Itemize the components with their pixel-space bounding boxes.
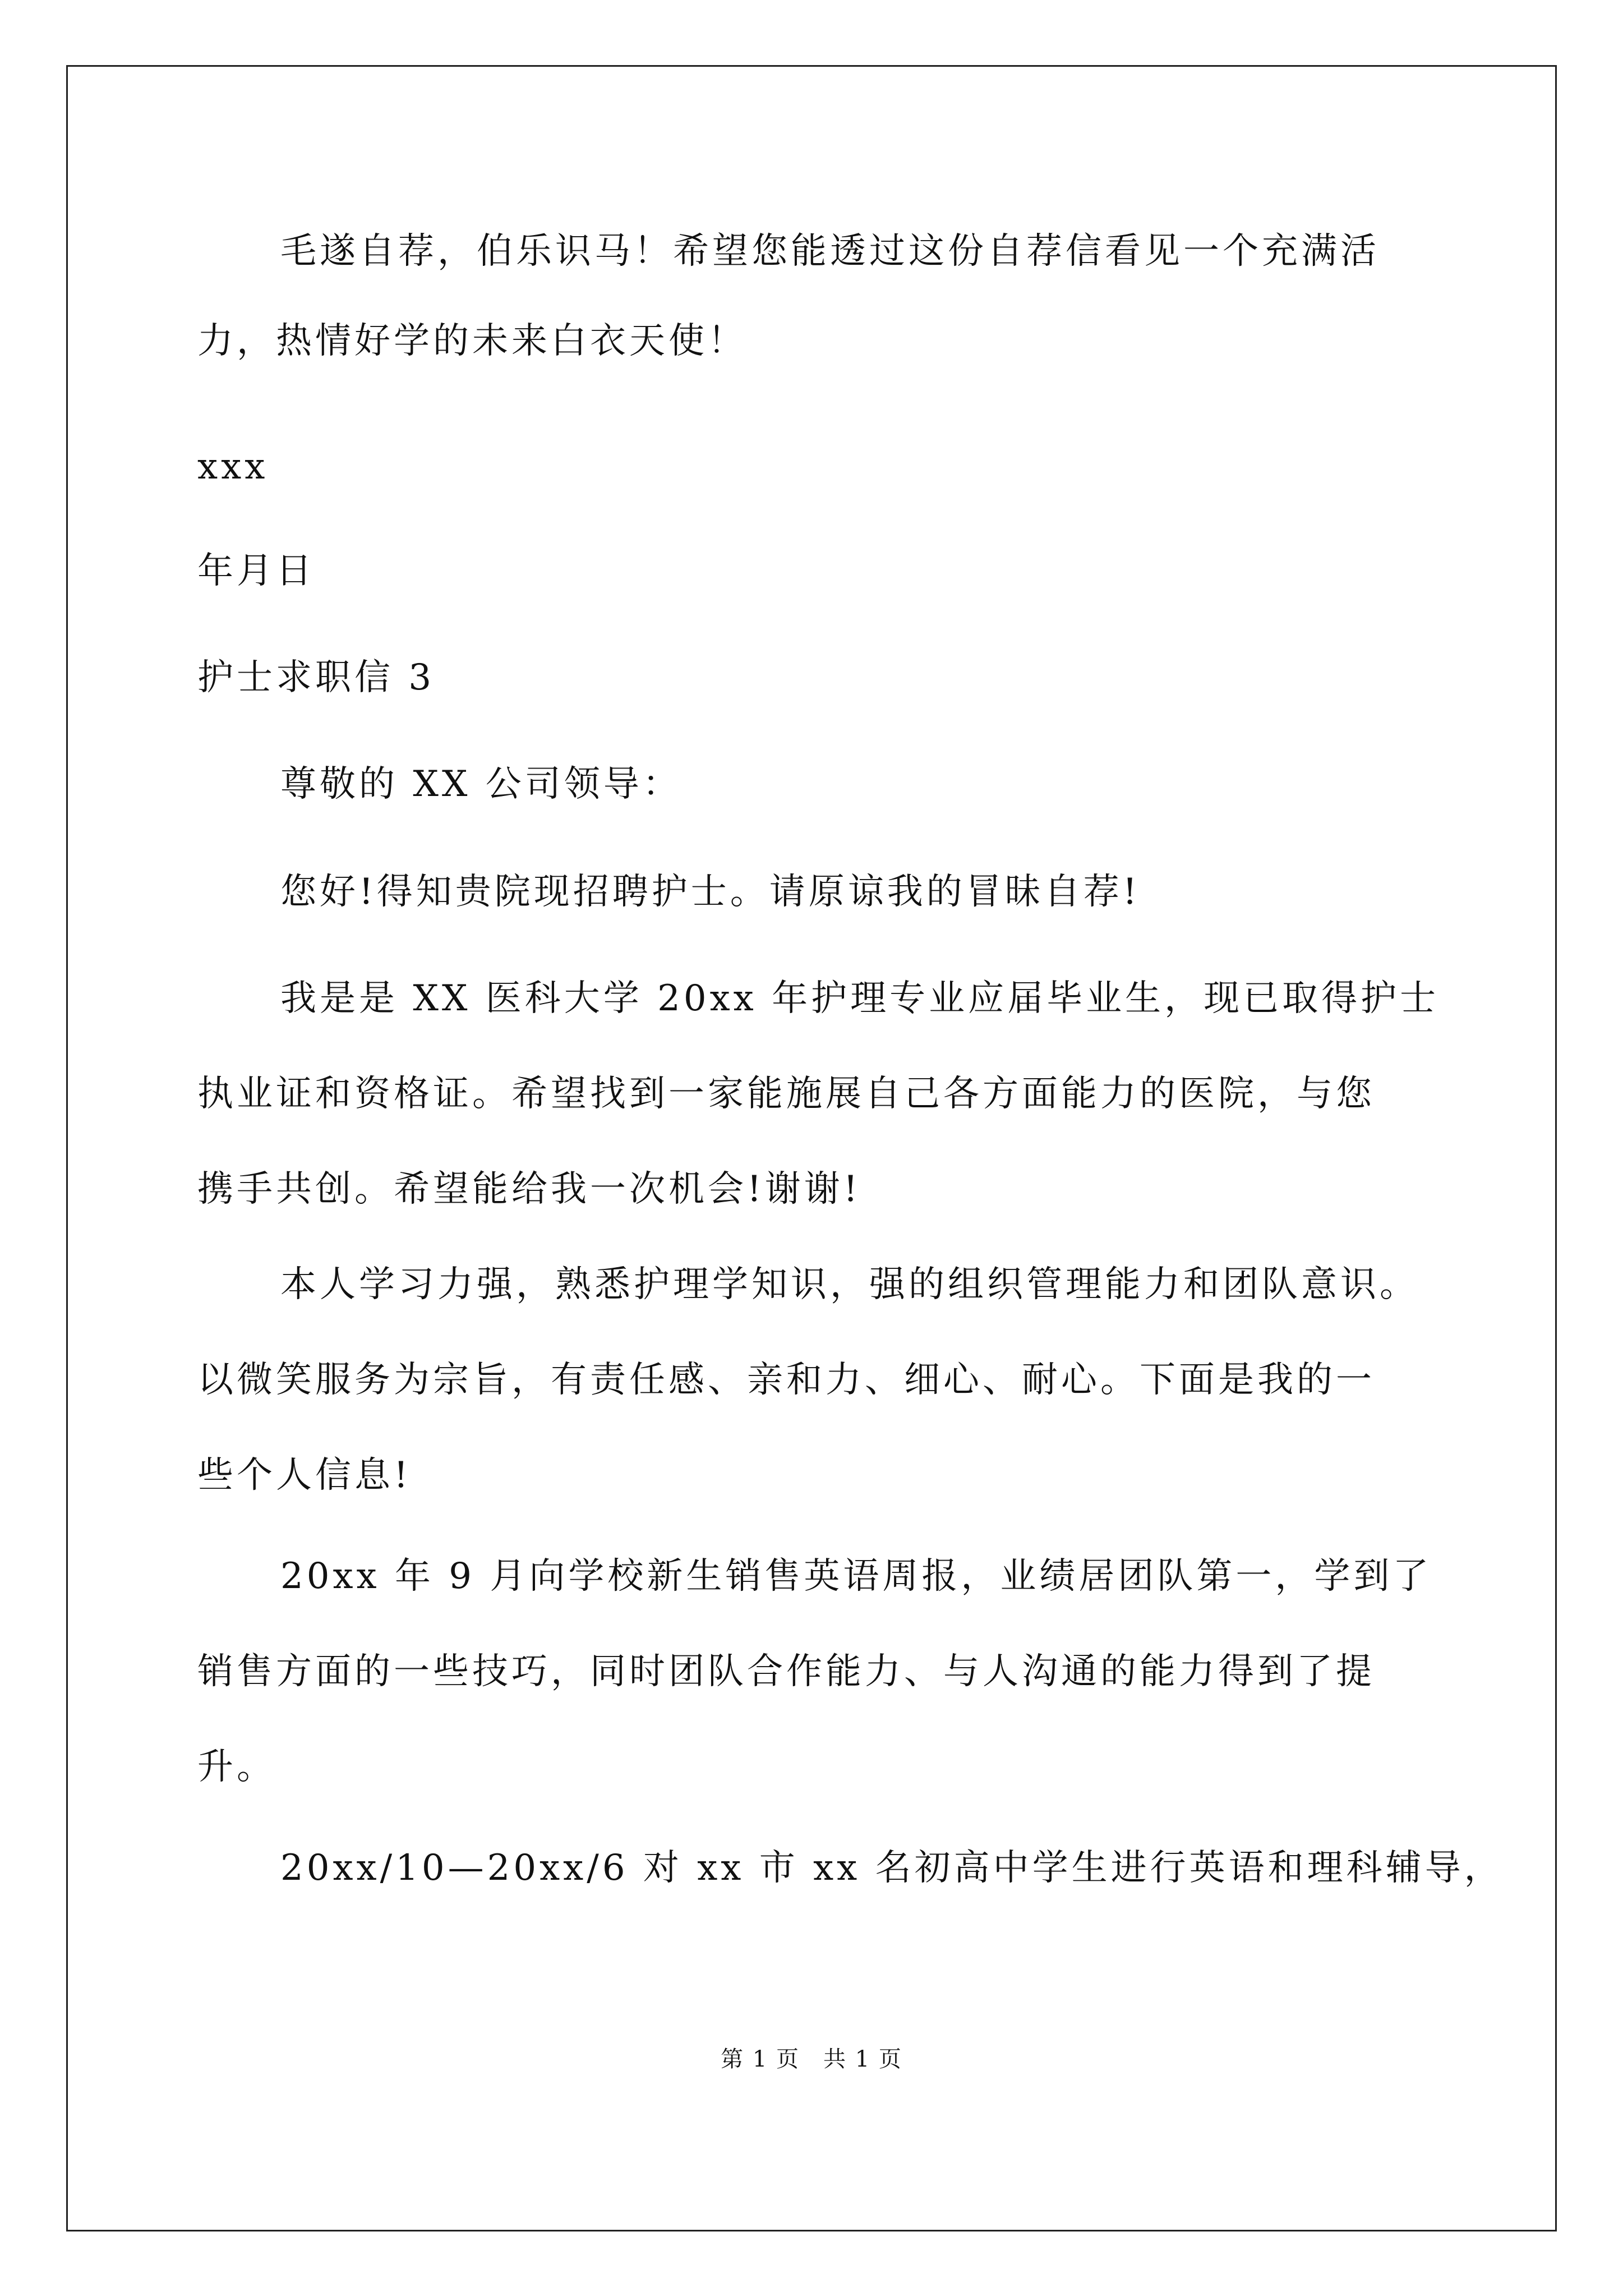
paragraph-line: 您好!得知贵院现招聘护士。请原谅我的冒昧自荐! [280, 871, 1141, 913]
paragraph-line: 以微笑服务为宗旨，有责任感、亲和力、细心、耐心。下面是我的一 [197, 1359, 1375, 1401]
section-title: 护士求职信 3 [197, 657, 435, 698]
paragraph-line: 毛遂自荐，伯乐识马！希望您能透过这份自荐信看见一个充满活 [280, 231, 1380, 272]
salutation: 尊敬的 XX 公司领导： [280, 763, 682, 805]
signature-date: 年月日 [197, 550, 315, 592]
page-footer: 第 1 页 共 1 页 [721, 2046, 902, 2072]
paragraph-line: 力，热情好学的未来白衣天使！ [197, 320, 747, 362]
signature-name: xxx [197, 446, 269, 487]
paragraph-line: 20xx 年 9 月向学校新生销售英语周报，业绩居团队第一，学到了 [280, 1556, 1432, 1597]
paragraph-line: 携手共创。希望能给我一次机会!谢谢! [197, 1168, 861, 1210]
page-frame [66, 65, 1557, 2231]
paragraph-line: 升。 [197, 1746, 276, 1788]
paragraph-line: 些个人信息! [197, 1455, 412, 1496]
paragraph-line: 我是是 XX 医科大学 20xx 年护理专业应届毕业生，现已取得护士 [280, 978, 1440, 1019]
paragraph-line: 本人学习力强，熟悉护理学知识，强的组织管理能力和团队意识。 [280, 1264, 1419, 1305]
paragraph-line: 销售方面的一些技巧，同时团队合作能力、与人沟通的能力得到了提 [197, 1651, 1375, 1692]
paragraph-line: 执业证和资格证。希望找到一家能施展自己各方面能力的医院，与您 [197, 1073, 1375, 1115]
paragraph-line: 20xx/10—20xx/6 对 xx 市 xx 名初高中学生进行英语和理科辅导， [280, 1847, 1504, 1889]
